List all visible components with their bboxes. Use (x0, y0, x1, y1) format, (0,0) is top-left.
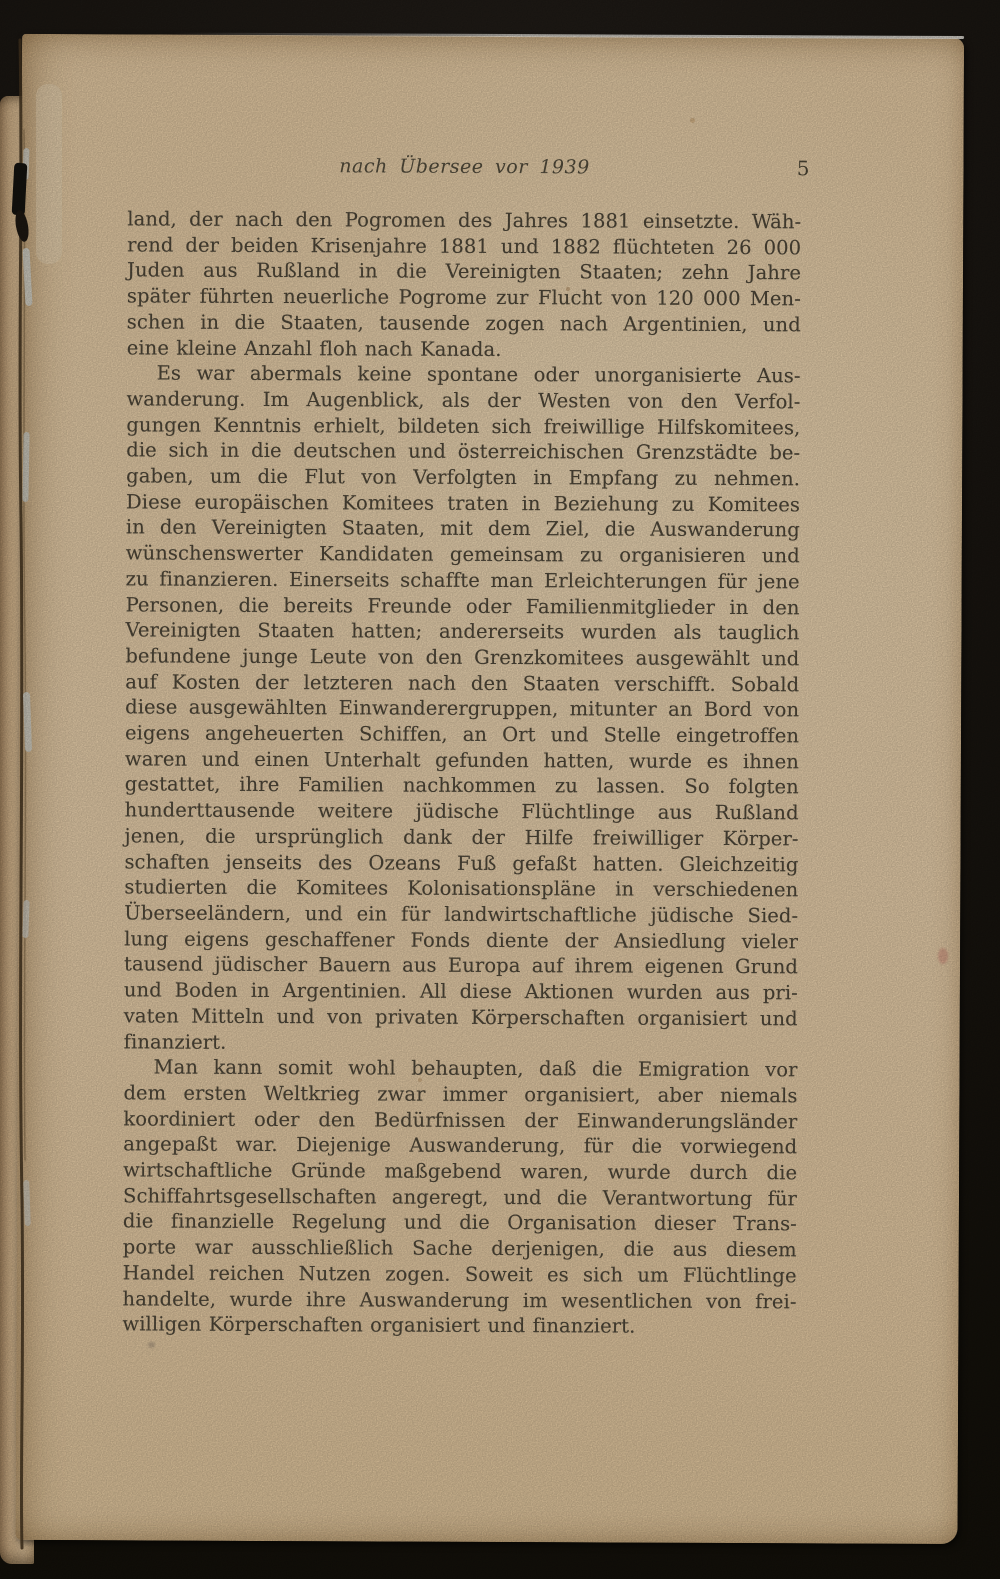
text-line: hunderttausende weitere jüdische Flüchtlinge aus Rußland (124, 798, 799, 825)
running-title: nach Übersee vor 1939 (339, 155, 590, 179)
text-line: finanziert. (123, 1029, 227, 1054)
text-line: Überseeländern, und ein für landwirtschaftliche jüdische Sied- (124, 901, 799, 928)
text-line: gestattet, ihre Familien nachkommen zu lassen. So folgten (124, 772, 799, 799)
text-line: die sich in die deutschen und österreichischen Grenzstädte be- (126, 438, 801, 465)
text-line: Juden aus Rußland in die Vereinigten Staaten; zehn Jahre (127, 258, 802, 285)
text-line: jenen, die ursprünglich dank der Hilfe freiwilliger Körper- (124, 824, 799, 851)
text-line: diese ausgewählten Einwanderergruppen, mitunter an Bord von (125, 695, 800, 722)
text-line: land, der nach den Pogromen des Jahres 1881 einsetzte. Wäh- (127, 207, 802, 234)
text-line: auf Kosten der letzteren nach den Staaten verschifft. Sobald (125, 670, 800, 696)
text-line: rend der beiden Krisenjahre 1881 und 1882 flüchteten 26 000 (127, 233, 802, 260)
text-line: tausend jüdischer Bauern aus Europa auf ihrem eigenen Grund (123, 952, 799, 979)
text-line: in den Vereinigten Staaten, mit dem Ziel, die Auswanderung (125, 515, 800, 542)
text-line: Handel reichen Nutzen zogen. Soweit es sich um Flüchtlinge (122, 1261, 797, 1288)
text-line: lung eigens geschaffener Fonds diente der Ansiedlung vieler (124, 927, 799, 953)
text-line: Es war abermals keine spontane oder unorganisierte Aus- (156, 361, 801, 388)
text-line: wanderung. Im Augenblick, als der Westen von den Verfol- (126, 387, 801, 414)
text-line: handelte, wurde ihre Auswanderung im wesentlichen von frei- (122, 1286, 797, 1313)
text-line: schaften jenseits des Ozeans Fuß gefaßt hatten. Gleichzeitig (124, 849, 799, 876)
text-line: die finanzielle Regelung und die Organisation dieser Trans- (122, 1209, 797, 1236)
text-line: Man kann somit wohl behaupten, daß die Emigration vor (153, 1055, 798, 1082)
page-number: 5 (796, 156, 810, 181)
text-line: eigens angeheuerten Schiffen, an Ort und Stelle eingetroffen (124, 721, 800, 748)
text-line: willigen Körperschaften organisiert und finanziert. (122, 1312, 636, 1338)
text-line: befundene junge Leute von den Grenzkomitees ausgewählt und (125, 644, 800, 671)
text-line: und Boden in Argentinien. All diese Aktionen wurden aus pri- (123, 978, 798, 1005)
text-line: gaben, um die Flut von Verfolgten in Empfang zu nehmen. (126, 464, 801, 491)
text-line: zu finanzieren. Einerseits schaffte man Erleichterungen für jene (125, 567, 800, 594)
text-line: Diese europäischen Komitees traten in Beziehung zu Komitees (125, 490, 801, 517)
text-line: koordiniert oder den Bedürfnissen der Einwanderungsländer (123, 1106, 798, 1133)
text-line: Schiffahrtsgesellschaften angeregt, und die Verantwortung für (122, 1184, 798, 1211)
text-line: dem ersten Weltkrieg zwar immer organisiert, aber niemals (123, 1081, 798, 1108)
page-body (122, 206, 801, 1340)
text-line: wirtschaftliche Gründe maßgebend waren, wurde durch die (123, 1158, 798, 1185)
text-line: Personen, die bereits Freunde oder Familienmitglieder in den (125, 592, 800, 619)
text-line: waren und einen Unterhalt gefunden hatten, wurde es ihnen (124, 747, 799, 774)
text-line: eine kleine Anzahl floh nach Kanada. (126, 335, 502, 361)
text-line: wünschenswerter Kandidaten gemeinsam zu organisieren und (125, 541, 800, 568)
text-line: studierten die Komitees Kolonisationspläne in verschiedenen (124, 875, 799, 902)
text-line: porte war ausschließlich Sache derjenigen, die aus diesem (122, 1235, 797, 1262)
text-line: schen in die Staaten, tausende zogen nach Argentinien, und (126, 310, 801, 337)
text-line: angepaßt war. Diejenige Auswanderung, für die vorwiegend (123, 1132, 798, 1159)
book-page (16, 34, 965, 1544)
text-line: später führten neuerliche Pogrome zur Flucht von 120 000 Men- (126, 284, 801, 311)
running-head (127, 154, 810, 183)
text-line: vaten Mitteln und von privaten Körperschaften organisiert und (123, 1004, 798, 1031)
text-line: Vereinigten Staaten hatten; andererseits wurden als tauglich (125, 618, 800, 645)
text-line: gungen Kenntnis erhielt, bildeten sich freiwillige Hilfskomitees, (126, 412, 801, 439)
